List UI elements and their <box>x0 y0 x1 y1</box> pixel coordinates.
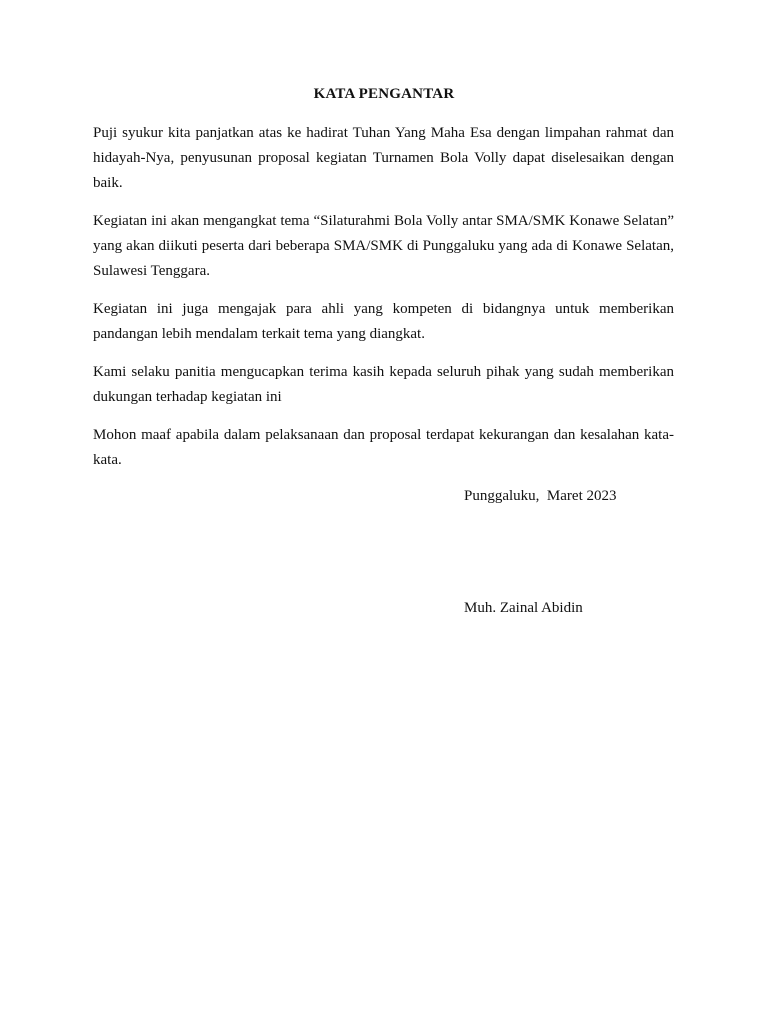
page-title: KATA PENGANTAR <box>313 86 455 102</box>
paragraph-3: Kegiatan ini juga mengajak para ahli yang kompeten di bidangnya untuk memberikan pandangan lebih mendalam terkait tema yang diangkat. <box>93 301 674 342</box>
paragraph-4: Kami selaku panitia mengucapkan terima kasih kepada seluruh pihak yang sudah memberikan dukungan terhadap kegiatan ini <box>93 364 674 405</box>
paragraph-1: Puji syukur kita panjatkan atas ke hadirat Tuhan Yang Maha Esa dengan limpahan rahmat dan hidayah-Nya, penyusunan proposal kegiatan Turnamen Bola Volly dapat diselesaikan dengan baik. <box>93 125 674 191</box>
place-date: Punggaluku, Maret 2023 <box>464 488 617 504</box>
signer-name: Muh. Zainal Abidin <box>464 600 583 616</box>
body-text <box>93 121 674 486</box>
paragraph-2: Kegiatan ini akan mengangkat tema “Silaturahmi Bola Volly antar SMA/SMK Konawe Selatan” yang akan diikuti peserta dari beberapa SMA/SMK di Punggaluku yang ada di Konawe Selatan, Sulawesi Tenggara. <box>93 213 674 279</box>
paragraph-5: Mohon maaf apabila dalam pelaksanaan dan proposal terdapat kekurangan dan kesalahan kata-kata. <box>93 427 674 468</box>
